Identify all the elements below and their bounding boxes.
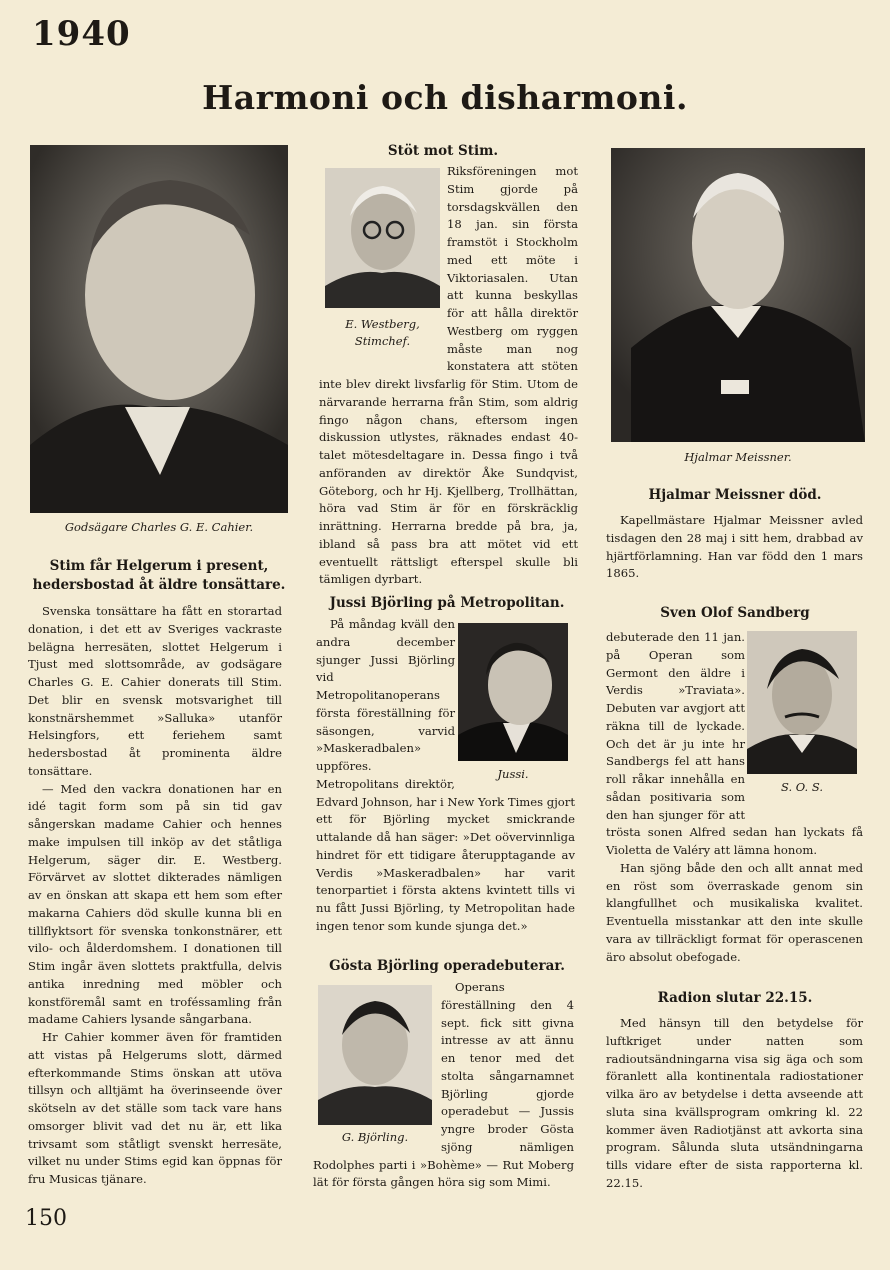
cahier-article-text <box>28 603 282 1189</box>
meissner-article-text <box>606 512 863 583</box>
westberg-caption-line1: E. Westberg, <box>345 317 420 331</box>
cahier-paragraph-3: Hr Cahier kommer även för framtiden att vistas på Helgerums slott, därmed efterkommande Stims önskan att utöva tillsyn och alltjämt ha överinseende över skötseln av det ställe som tack vare hans omsorger blivit vad det nu är, ett lika trivsamt som ståtligt svenskt herresäte, vilket nu under Stims egid kan öppnas för fru Musicas tjänare. <box>28 1030 282 1186</box>
year-heading: 1940 <box>32 14 131 54</box>
jussi-paragraph: På måndag kväll den andra december sjunger Jussi Björling vid Metropolitanoperans första föreställning för säsongen, varvid »Maskeradbalen» uppföres. Metropolitans direktör, Edvard Johnson, har i New York Times gjort ett för Björling mycket smickrande uttalande då han säger: »Det oövervinnliga hindret för ett tidigare återupptagande av Verdis »Maskeradbalen» har varit tenorpartiet i första aktens kvintett tills vi nu fått Jussi Björling, ty Metropolitan hade ingen tenor som kunde sjunga det.» <box>316 617 575 933</box>
sandberg-paragraph-2: Han sjöng både den och allt annat med en röst som överraskade genom sin klangfullhet och musikaliska kvalitet. Eventuella misstankar att den inte skulle vara av tillräckligt format för operascenen äro absolut obefogade. <box>606 860 863 964</box>
cahier-caption: Godsägare Charles G. E. Cahier. <box>64 520 254 534</box>
jussi-caption: Jussi. <box>497 767 529 781</box>
sandberg-paragraph-1: debuterade den 11 jan. på Operan som Germont den äldre i Verdis »Traviata». Debuten var avgjort att räkna till de lyckade. Och det är ju inte hr Sandbergs fel att hans roll råkar innehålla en sådan positivaria som den han sjunger för att trösta sonen Alfred sedan han lyckats få Violetta de Valéry att lämna honom. <box>606 630 863 857</box>
cahier-paragraph-1: Svenska tonsättare ha fått en storartad donation, i det ett av Sveriges vackraste belägna herresäten, slottet Helgerum i Tjust med slottsområde, av godsägare Charles G. E. Cahier donerats till Stim. Det blir en svensk motsvarighet till konstnärshemmet »Salluka» utanför Helsingfors, ett feriehem samt hedersbostad åt prominenta äldre tonsättare. <box>28 604 282 778</box>
cahier-headline-line1: Stim får Helgerum i present, <box>49 558 269 574</box>
stim-paragraph: Riksföreningen mot Stim gjorde på torsdagskvällen den 18 jan. sin första framstöt i Stockholm med ett möte i Viktoriasalen. Utan att kunna beskyllas för att hålla direktör Westberg om ryggen måste man nog konstatera att stöten inte blev direkt livsfarlig för Stim. Utom de närvarande herrarna från Stim, som aldrig fingo någon chans, eftersom ingen diskussion utlystes, räknades endast 40-talet mötesdeltagare in. Dessa fingo i två anföranden av direktör Åke Sundqvist, Göteborg, och hr Hj. Kjellberg, Trollhättan, höra vad Stim är för en förskräcklig inrättning. Herrarna bredde på bra, ja, ibland så pass bra att mötet vid ett eventuellt rättsligt efterspel skulle bli tämligen dyrbart. <box>319 164 578 587</box>
radio-paragraph: Med hänsyn till den betydelse för luftkriget under natten som radioutsändningarna visa sig äga och som föranlett alla kontinentala radiostationer vilka äro av betydelse i detta avseende att sluta sina kvällsprogram omkring kl. 22 kommer även Radiotjänst att avkorta sina program. Sålunda sluta utsändningarna tills vidare efter de sista rapporterna kl. 22.15. <box>606 1016 863 1190</box>
page-number: 150 <box>25 1206 67 1231</box>
radio-headline: Radion slutar 22.15. <box>657 990 813 1006</box>
gosta-headline: Gösta Björling operadebuterar. <box>329 958 565 974</box>
meissner-photo <box>611 148 865 442</box>
meissner-headline: Hjalmar Meissner död. <box>648 487 822 503</box>
sandberg-photo-spacer <box>745 629 863 807</box>
sandberg-headline: Sven Olof Sandberg <box>660 605 810 621</box>
meissner-caption: Hjalmar Meissner. <box>684 450 792 464</box>
jussi-headline: Jussi Björling på Metropolitan. <box>329 595 565 611</box>
cahier-headline-line2: hedersbostad åt äldre tonsättare. <box>32 577 286 593</box>
gosta-paragraph: Operans föreställning den 4 sept. fick sitt givna intresse av att ännu en tenor med det stolta sångarnamnet Björling gjorde operadebut — Jussis yngre broder Gösta sjöng nämligen Rodolphes parti i »Bohème» — Rut Moberg lät för första gången höra sig som Mimi. <box>313 980 574 1190</box>
stim-article-text <box>319 163 578 589</box>
meissner-paragraph: Kapellmästare Hjalmar Meissner avled tisdagen den 28 maj i sitt hem, drabbad av hjärtförlamning. Han var född den 1 mars 1865. <box>606 513 863 581</box>
cahier-headline <box>28 557 290 595</box>
radio-article-text <box>606 1015 863 1193</box>
gosta-caption: G. Björling. <box>341 1130 409 1144</box>
cahier-photo <box>30 145 288 513</box>
gosta-photo-spacer <box>313 979 441 1146</box>
sandberg-caption: S. O. S. <box>781 780 823 794</box>
page-title: Harmoni och disharmoni. <box>202 78 688 117</box>
gosta-article-text <box>313 979 574 1192</box>
cahier-paragraph-2: — Med den vackra donationen har en idé tagit form som på sin tid gav sångerskan madame Cahier och hennes make impulsen till inköp av det ståtliga Helgerum, säger dir. E. Westberg. Förvärvet av slottet dikterades nämligen av en önskan att skapa ett hem som efter makarna Cahiers död skulle kunna bli en tillflyktsort för svenska tonkonstnärer, ett vilo- och ålderdomshem. I donationen till Stim ingår även slottets praktfulla, delvis antika inredning med möbler och konstföremål samt en troféssamling från madame Cahiers lysande sångarbana. <box>28 781 282 1027</box>
westberg-photo-spacer <box>319 163 447 360</box>
stim-headline: Stöt mot Stim. <box>387 143 499 159</box>
jussi-photo-spacer <box>455 616 575 787</box>
westberg-caption-line2: Stimchef. <box>354 334 411 348</box>
sandberg-article-text <box>606 629 863 966</box>
jussi-article-text <box>316 616 575 936</box>
